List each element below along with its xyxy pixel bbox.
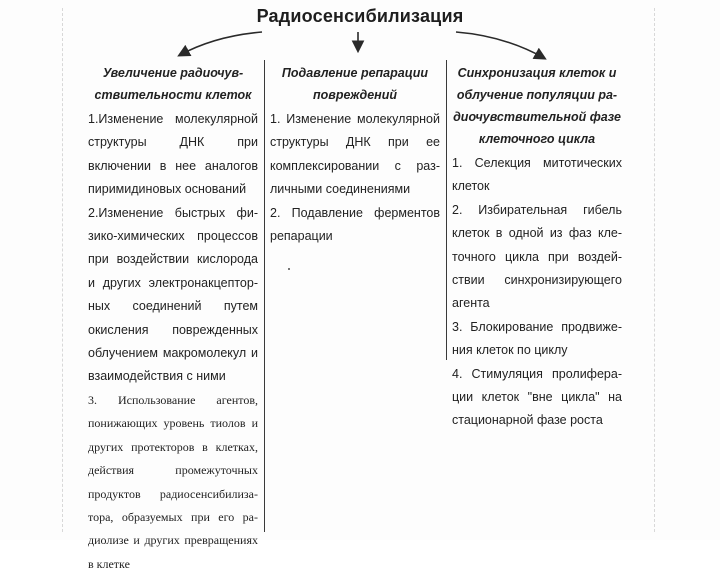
column-cell-synchronization	[452, 62, 622, 433]
list-item: 2.Изменение быстрых физико-химических процессов при воздействии кислорода и других электронакцепторных соединений путем окисления поврежденных облучением макромолекул и взаимодействия с ними	[88, 205, 258, 384]
column-repair-suppression	[270, 62, 440, 248]
arrow-right	[456, 32, 544, 58]
column-heading: Синхронизация клеток и облучение популяции радиочувствительной фазе клеточного цикла	[453, 66, 621, 146]
scan-speck	[288, 268, 290, 270]
diagram-title: Радиосенсибилизация	[256, 6, 464, 26]
list-item: 1.Изменение молекулярной структуры ДНК при включении в нее аналогов пиримидиновых оснований	[88, 112, 258, 197]
arrow-left	[180, 32, 262, 55]
column-divider-right	[446, 60, 447, 360]
list-item: 2. Избирательная гибель клеток в одной из фаз клеточного цикла при воздействии синхронизирующего агента	[452, 202, 622, 311]
column-increase-radiosensitivity	[88, 62, 258, 576]
list-item: 1. Изменение молекулярной структуры ДНК при ее комплексировании с различными соединениями	[270, 112, 440, 197]
column-divider-left	[264, 60, 265, 532]
list-item: 3. Блокирование продвижения клеток по циклу	[452, 319, 622, 358]
list-item: 2. Подавление ферментов репарации	[270, 205, 440, 244]
list-item: 3. Использование агентов, понижающих уровень тиолов и других протекторов в клетках, действия промежуточных продуктов радиосенсибилизатора, образуемых при его радиолизе и других превращениях в клетке	[88, 392, 258, 571]
column-heading: Увеличение радиочувствительности клеток	[94, 66, 252, 102]
list-item: 4. Стимуляция пролиферации клеток "вне цикла" на стационарной фазе роста	[452, 366, 622, 428]
list-item: 1. Селекция митотических клеток	[452, 156, 622, 194]
column-heading: Подавление репарации повреждений	[281, 66, 429, 102]
